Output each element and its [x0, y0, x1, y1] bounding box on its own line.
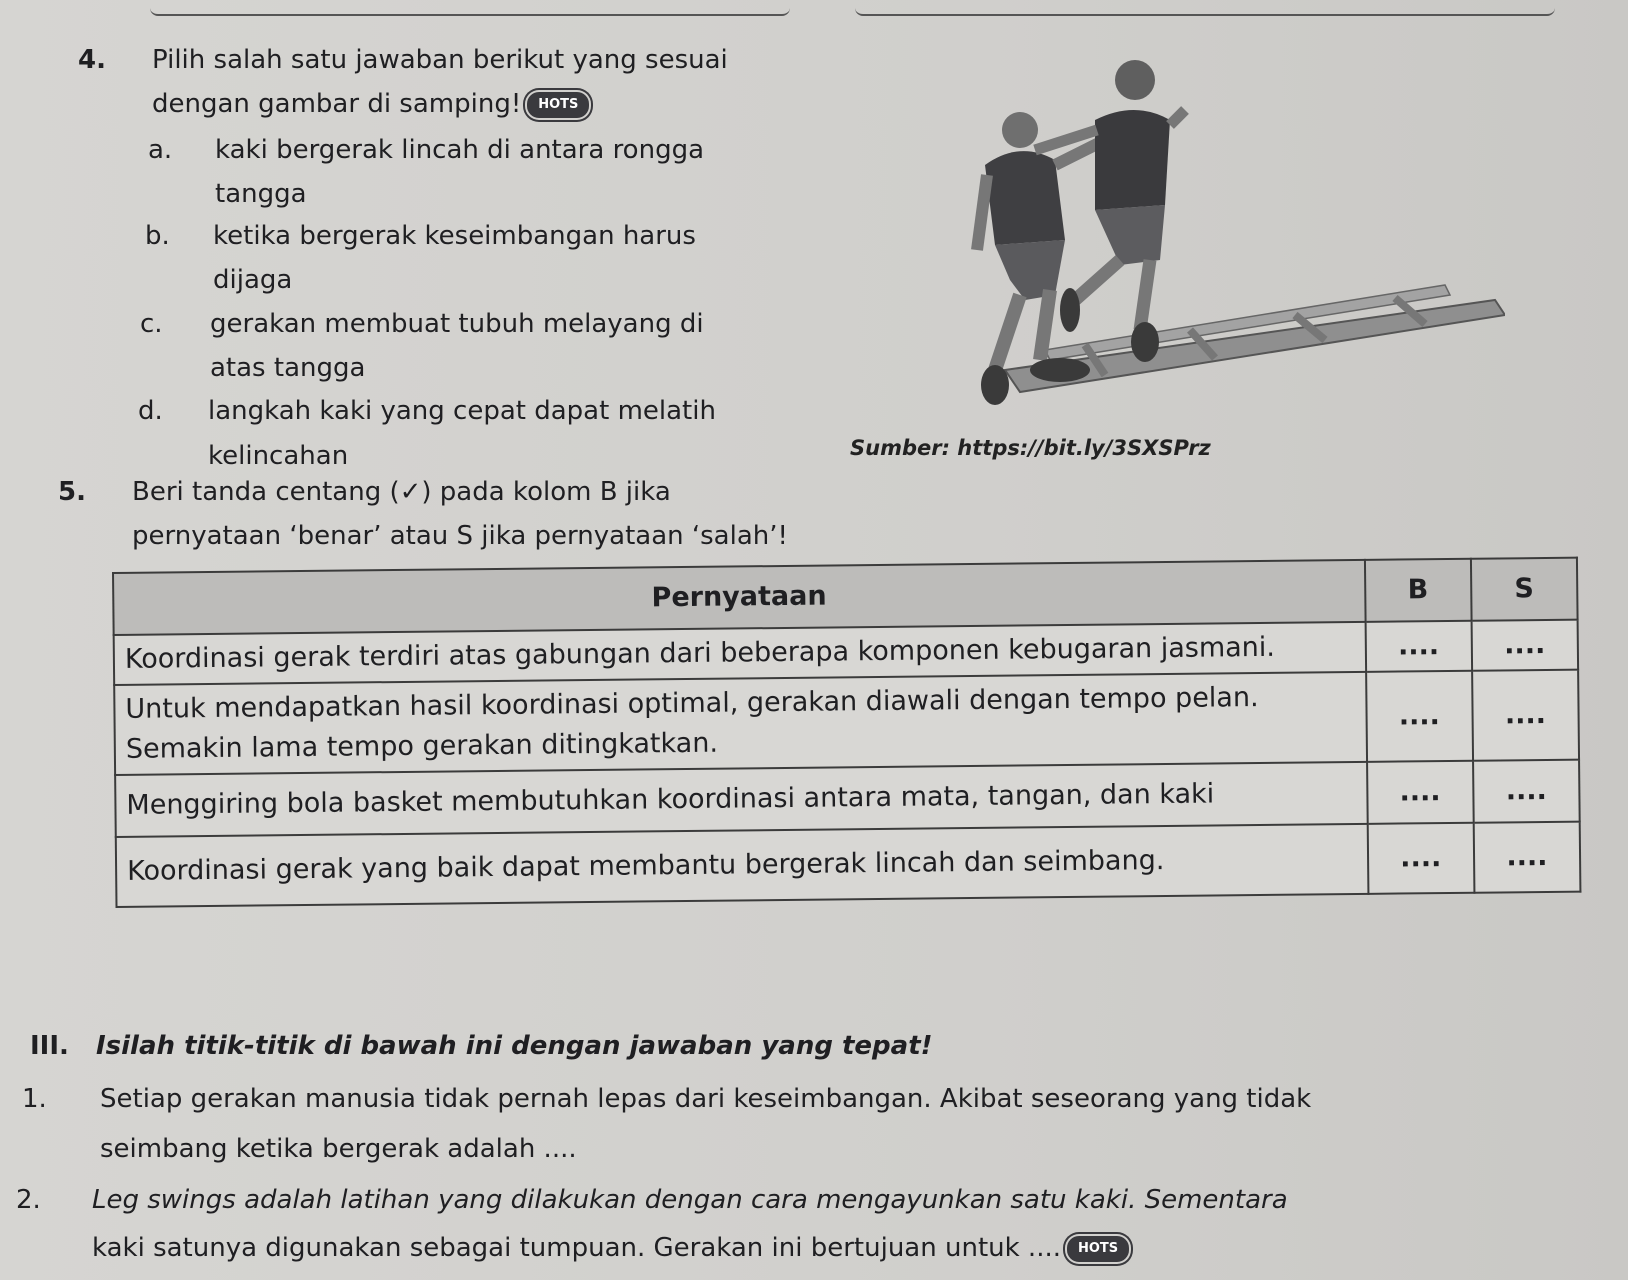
q4-stem-line2: dengan gambar di samping!	[152, 89, 522, 119]
table-row	[116, 822, 1581, 907]
hots-badge: HOTS	[527, 92, 589, 118]
answer-b-blank[interactable]: ....	[1367, 823, 1474, 894]
q5-stem-line2: pernyataan ‘benar’ atau S jika pernyataan ‘salah’!	[132, 521, 788, 551]
statement-text: Menggiring bola basket membutuhkan koordinasi antara mata, tangan, dan kaki	[115, 762, 1367, 837]
q4-option-d-letter: d.	[138, 396, 163, 426]
header-statement: Pernyataan	[113, 560, 1365, 635]
agility-ladder-illustration	[925, 40, 1505, 440]
statement-text: Untuk mendapatkan hasil koordinasi optimal, gerakan diawali dengan tempo pelan. Semakin lama tempo gerakan ditingkatkan.	[114, 672, 1366, 775]
statement-text: Koordinasi gerak yang baik dapat membantu bergerak lincah dan seimbang.	[116, 824, 1368, 907]
q4-option-d-line1: langkah kaki yang cepat dapat melatih	[208, 396, 716, 426]
top-divider-left	[150, 0, 790, 16]
q4-option-b-line1: ketika bergerak keseimbangan harus	[213, 221, 696, 251]
table-row	[114, 670, 1579, 775]
q4-option-b-letter: b.	[145, 221, 170, 251]
s3-item2-number: 2.	[16, 1185, 41, 1215]
section3-number: III.	[30, 1031, 69, 1061]
q5-number: 5.	[58, 477, 86, 507]
hots-badge: HOTS	[1067, 1236, 1129, 1262]
q4-option-a-letter: a.	[148, 135, 173, 165]
answer-s-blank[interactable]: ....	[1471, 620, 1578, 671]
header-s: S	[1471, 558, 1578, 621]
q5-stem-line1: Beri tanda centang (✓) pada kolom B jika	[132, 477, 671, 507]
answer-s-blank[interactable]: ....	[1473, 822, 1580, 893]
header-b: B	[1365, 559, 1472, 622]
section3-title: Isilah titik-titik di bawah ini dengan jawaban yang tepat!	[96, 1031, 933, 1061]
statement-table	[112, 557, 1581, 908]
q4-number: 4.	[78, 45, 106, 75]
q4-option-c-line1: gerakan membuat tubuh melayang di	[210, 309, 704, 339]
answer-b-blank[interactable]: ....	[1365, 621, 1472, 672]
s3-item2-line2-wrap	[92, 1232, 1129, 1264]
s3-item2-line1: Leg swings adalah latihan yang dilakukan dengan cara mengayunkan satu kaki. Sementara	[92, 1185, 1288, 1215]
s3-item1-line1: Setiap gerakan manusia tidak pernah lepas dari keseimbangan. Akibat seseorang yang tidak	[100, 1084, 1312, 1114]
answer-b-blank[interactable]: ....	[1367, 761, 1474, 824]
q4-option-a-line1: kaki bergerak lincah di antara rongga	[215, 135, 705, 165]
answer-s-blank[interactable]: ....	[1472, 670, 1579, 761]
q4-option-c-line2: atas tangga	[210, 353, 366, 383]
s3-item1-line2: seimbang ketika bergerak adalah ....	[100, 1134, 577, 1164]
top-divider-right	[855, 0, 1555, 16]
q4-option-a-line2: tangga	[215, 179, 307, 209]
statement-text: Koordinasi gerak terdiri atas gabungan dari beberapa komponen kebugaran jasmani.	[114, 622, 1366, 685]
answer-b-blank[interactable]: ....	[1366, 671, 1473, 762]
image-source: Sumber: https://bit.ly/3SXSPrz	[850, 436, 1211, 460]
q4-stem-line1: Pilih salah satu jawaban berikut yang sesuai	[152, 45, 728, 75]
answer-s-blank[interactable]: ....	[1473, 760, 1580, 823]
q4-option-d-line2: kelincahan	[208, 441, 349, 471]
q4-option-c-letter: c.	[140, 309, 163, 339]
s3-item1-number: 1.	[22, 1084, 47, 1114]
s3-item2-line2: kaki satunya digunakan sebagai tumpuan. Gerakan ini bertujuan untuk ....	[92, 1233, 1061, 1263]
q4-stem-line2-wrap	[152, 88, 589, 120]
q4-option-b-line2: dijaga	[213, 265, 293, 295]
